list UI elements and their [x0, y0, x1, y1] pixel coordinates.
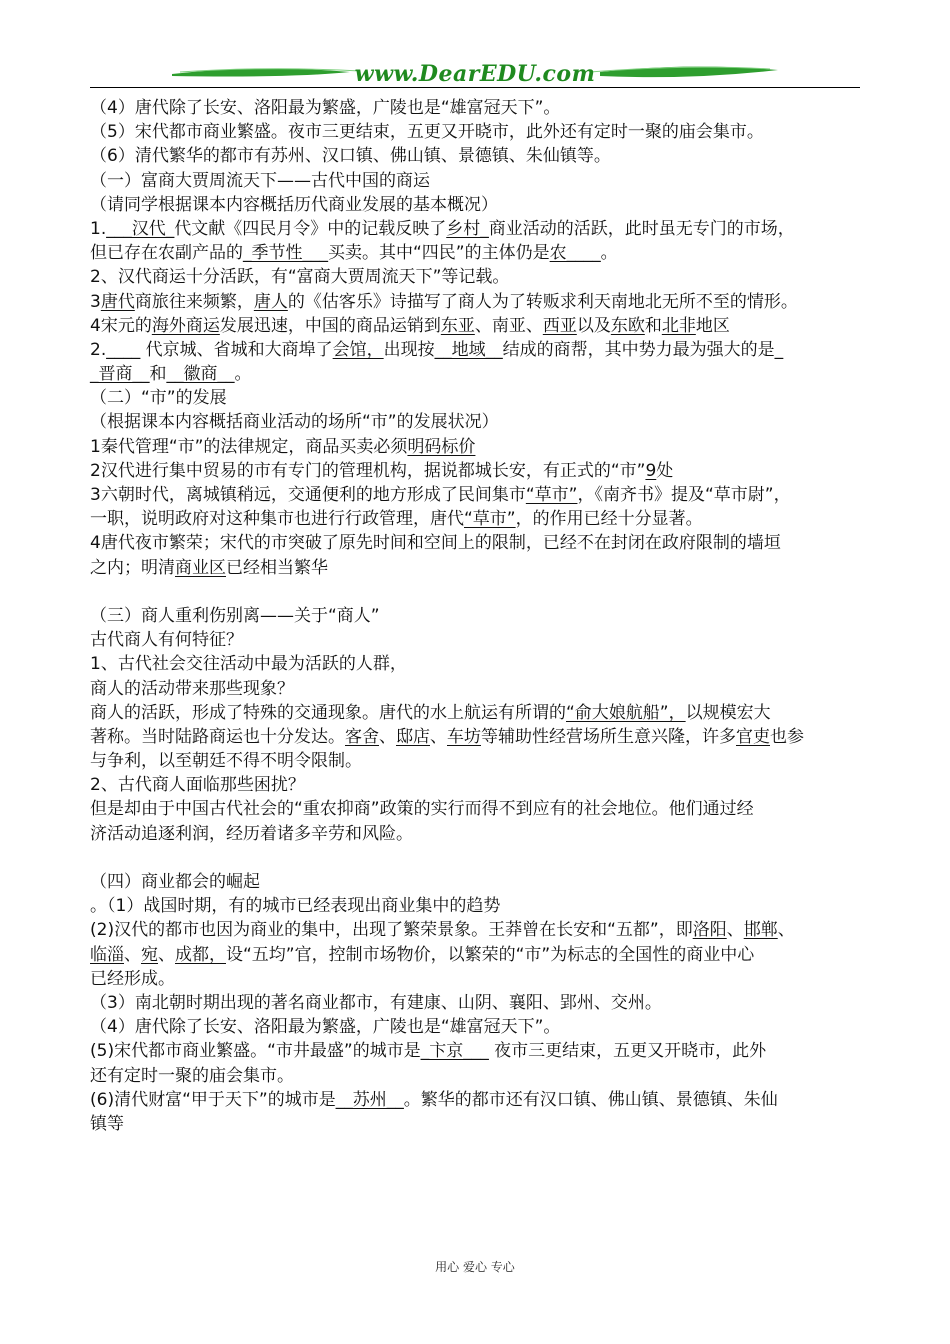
text-line	[90, 797, 862, 821]
text-run: (2)汉代的都市也因为商业的集中，出现了繁荣景象。王莽曾在长安和“五都”，即	[90, 920, 693, 941]
text-line	[90, 144, 862, 168]
text-line	[90, 120, 862, 144]
text-run: 、	[158, 944, 175, 965]
underlined-answer: 临淄	[90, 944, 124, 965]
text-run: 2、古代商人面临那些困扰？	[90, 775, 305, 796]
text-run: 3六朝时代，离城镇稍远，交通便利的地方形成了民间集市	[90, 485, 526, 505]
underlined-answer: __苏州__	[335, 1089, 404, 1110]
text-run: 、	[726, 920, 744, 941]
underlined-answer: 乡村_	[446, 218, 489, 239]
underlined-answer: _	[774, 339, 784, 360]
blank-line	[90, 580, 862, 604]
text-run: （根据课本内容概括商业活动的场所“市”的发展状况）	[90, 412, 499, 433]
underlined-answer: 宛	[141, 944, 158, 965]
text-run: 代文献《四民月令》中的记载反映了	[174, 218, 447, 239]
text-run: （5）宋代都市商业繁盛。夜市三更结束，五更又开晓市，此外还有定时一聚的庙会集市。	[90, 122, 764, 143]
text-line	[90, 362, 862, 386]
underlined-answer: 邸店	[396, 726, 430, 747]
text-run: 还有定时一聚的庙会集市。	[90, 1065, 294, 1086]
text-run: 、	[777, 920, 795, 941]
document-body	[90, 96, 862, 1136]
underlined-answer: “草市”	[525, 485, 578, 505]
underlined-answer: 官吏	[736, 726, 770, 747]
underlined-answer: 唐人	[253, 291, 288, 312]
text-line	[90, 773, 862, 797]
text-run: （二）“市”的发展	[90, 388, 227, 409]
text-run: 4宋元的	[90, 315, 152, 336]
text-line	[90, 1015, 862, 1039]
text-run: 古代商人有何特征？	[90, 630, 243, 651]
underlined-answer: 东亚	[440, 315, 475, 336]
underlined-answer: _晋商__	[90, 364, 150, 385]
header-divider	[90, 87, 860, 88]
text-run: 之内；明清	[90, 557, 175, 578]
text-line	[90, 265, 862, 289]
text-line	[90, 193, 862, 217]
text-line	[90, 169, 862, 193]
text-run: 、	[430, 726, 447, 747]
text-run: ，《南齐书》提及“草市尉”，	[577, 485, 791, 505]
text-run: 等辅助性经营场所生意兴隆，许多	[481, 726, 736, 747]
underlined-answer: 客舍	[345, 726, 379, 747]
text-run: 已经相当繁华	[226, 557, 328, 578]
site-banner	[170, 60, 780, 90]
text-line	[90, 870, 862, 894]
text-run: 商人的活动带来那些现象？	[90, 678, 294, 699]
text-run: （4）唐代除了长安、洛阳最为繁盛，广陵也是“雄富冠天下”。	[90, 98, 561, 118]
text-line	[90, 241, 862, 265]
text-run: （三）商人重利伤别离——关于“商人”	[90, 605, 380, 626]
text-line	[90, 604, 862, 628]
text-line	[90, 725, 862, 749]
text-run: 设“五均”官，控制市场物价，以繁荣的“市”为标志的全国性的商业中心	[226, 944, 755, 965]
underlined-answer: __地域__	[434, 339, 503, 360]
text-line	[90, 531, 862, 555]
text-run: 3	[90, 291, 101, 312]
text-run: 。	[600, 243, 618, 264]
text-run: 。繁华的都市还有汉口镇、佛山镇、景德镇、朱仙	[403, 1089, 778, 1110]
text-run: 夜市三更结束，五更又开晓市，此外	[488, 1041, 767, 1062]
underlined-answer: _季节性___	[243, 243, 328, 264]
underlined-answer: 东欧	[610, 315, 645, 336]
text-run: 商人的活跃，形成了特殊的交通现象。唐代的水上航运有所谓的	[90, 702, 566, 723]
text-run: 、	[124, 944, 141, 965]
text-run: 地区	[695, 315, 730, 336]
text-run: 、	[379, 726, 396, 747]
underlined-answer: 成都，	[175, 944, 226, 965]
site-logo-text: www.DearEDU.com	[354, 61, 596, 87]
text-run: 商业活动的活跃，此时虽无专门的市场，	[488, 218, 795, 239]
underlined-answer: “草市”	[464, 509, 516, 530]
underlined-answer: 明码标价	[407, 436, 476, 457]
text-run: 以及	[576, 315, 611, 336]
text-run: (5)宋代都市商业繁盛。“市井最盛”的城市是	[90, 1041, 421, 1062]
text-line	[90, 991, 862, 1015]
underlined-answer: 9	[645, 460, 657, 481]
text-line	[90, 290, 862, 314]
text-run: （4）唐代除了长安、洛阳最为繁盛，广陵也是“雄富冠天下”。	[90, 1017, 561, 1038]
underlined-answer: 唐代	[100, 291, 135, 312]
text-line	[90, 749, 862, 773]
text-line	[90, 677, 862, 701]
text-run: （一）富商大贾周流天下——古代中国的商运	[90, 170, 430, 191]
underlined-answer: “俞大娘航船”，	[566, 702, 686, 723]
text-run: 1秦代管理“市”的法律规定，商品买卖必须	[90, 436, 408, 457]
text-line	[90, 822, 862, 846]
text-run: （请同学根据课本内容概括历代商业发展的基本概况）	[90, 194, 498, 215]
text-line	[90, 652, 862, 676]
text-run: 发展迅速，中国的商品运销到	[219, 315, 441, 336]
text-line	[90, 483, 862, 507]
text-line	[90, 556, 862, 580]
text-run: （3）南北朝时期出现的著名商业都市，有建康、山阴、襄阳、郢州、交州。	[90, 992, 662, 1013]
text-run: 但是却由于中国古代社会的“重农抑商”政策的实行而得不到应有的社会地位。他们通过经	[90, 799, 754, 820]
underlined-answer: ____	[106, 339, 141, 360]
underlined-answer: ___汉代_	[106, 218, 175, 239]
underlined-answer: 西亚	[542, 315, 577, 336]
text-run: 买卖。其中“四民”的主体仍是	[328, 243, 550, 264]
text-line	[90, 1039, 862, 1063]
text-run: (6)清代财富“甲于天下”的城市是	[90, 1089, 336, 1110]
text-run: 代京城、省城和大商埠了	[140, 339, 333, 360]
text-run: 以规模宏大	[685, 702, 771, 723]
text-run: 著称。当时陆路商运也十分发达。	[90, 726, 345, 747]
text-run: 、南亚、	[474, 315, 543, 336]
text-run: 也参	[770, 726, 804, 747]
underlined-answer: 农____	[549, 243, 601, 264]
text-run: 2汉代进行集中贸易的市有专门的管理机构，据说都城长安，有正式的“市”	[90, 460, 646, 481]
text-run: （四）商业都会的崛起	[90, 872, 260, 892]
text-run: ，的作用已经十分显著。	[515, 509, 703, 530]
text-run: 一职，说明政府对这种集市也进行行政管理，唐代	[90, 509, 464, 530]
text-run: 和	[149, 364, 167, 385]
text-run: 结成的商帮，其中势力最为强大的是	[502, 339, 775, 360]
underlined-answer: 商业区	[175, 557, 226, 578]
page-footer: 用心 爱心 专心	[435, 1260, 515, 1274]
text-run: 与争利，以至朝廷不得不明令限制。	[90, 751, 362, 772]
text-run: 镇等	[90, 1113, 124, 1134]
text-line	[90, 967, 862, 991]
text-line	[90, 507, 862, 531]
text-line	[90, 628, 862, 652]
text-run: 商旅往来频繁，	[134, 291, 254, 312]
underlined-answer: 北非	[661, 315, 696, 336]
text-run: 已经形成。	[90, 968, 175, 989]
text-run: （6）清代繁华的都市有苏州、汉口镇、佛山镇、景德镇、朱仙镇等。	[90, 146, 611, 167]
text-line	[90, 701, 862, 725]
text-line	[90, 410, 862, 434]
text-run: 1、古代社会交往活动中最为活跃的人群，	[90, 654, 407, 675]
underlined-answer: 海外商运	[151, 315, 220, 336]
text-run: 。	[234, 364, 252, 385]
underlined-answer: 邯郸	[743, 920, 778, 941]
text-line	[90, 217, 862, 241]
text-line	[90, 943, 862, 967]
text-line	[90, 386, 862, 410]
underlined-answer: 会馆，	[332, 339, 384, 360]
underlined-answer: __徽商__	[166, 364, 235, 385]
text-run: 出现按	[383, 339, 435, 360]
text-line	[90, 96, 862, 120]
text-run: 的《估客乐》诗描写了商人为了转贩求利天南地北无所不至的情形。	[287, 291, 798, 312]
text-line	[90, 314, 862, 338]
text-run: 。（1）战国时期，有的城市已经表现出商业集中的趋势	[90, 896, 501, 917]
text-line	[90, 918, 862, 942]
text-run: 1.	[90, 218, 107, 239]
text-run: 济活动追逐利润，经历着诸多辛劳和风险。	[90, 823, 413, 844]
blank-line	[90, 846, 862, 870]
text-run: 和	[644, 315, 662, 336]
underlined-answer: 洛阳	[692, 920, 727, 941]
text-line	[90, 435, 862, 459]
text-line	[90, 338, 862, 362]
text-run: 但已存在农副产品的	[90, 243, 243, 264]
text-line	[90, 1088, 862, 1112]
text-run: 2.	[90, 339, 107, 360]
text-run: 4唐代夜市繁荣；宋代的市突破了原先时间和空间上的限制，已经不在封闭在政府限制的墙垣	[90, 533, 781, 554]
text-line	[90, 1112, 862, 1136]
underlined-answer: 车坊	[447, 726, 481, 747]
text-line	[90, 894, 862, 918]
underlined-answer: _卞京___	[420, 1041, 489, 1062]
text-line	[90, 1064, 862, 1088]
text-run: 处	[656, 460, 674, 481]
text-line	[90, 459, 862, 483]
text-run: 2、汉代商运十分活跃，有“富商大贾周流天下”等记载。	[90, 267, 510, 288]
